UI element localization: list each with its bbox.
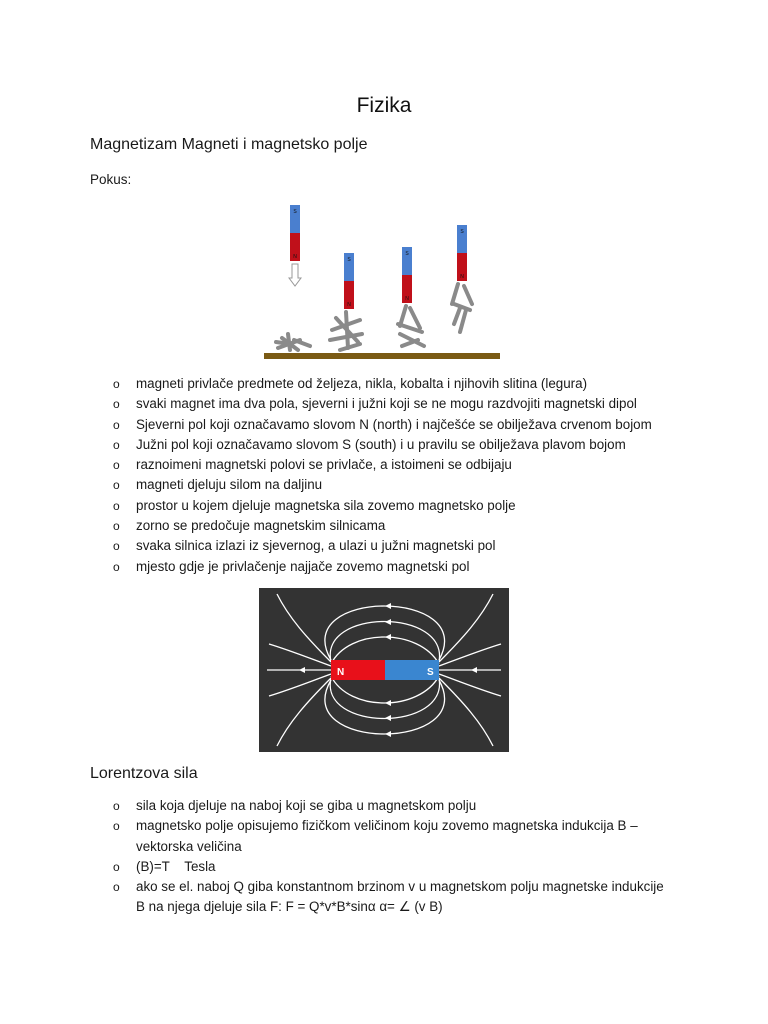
south-pole-label: S [427,667,434,678]
bullet-marker: o [113,377,120,391]
list-item-text: magneti djeluju silom na daljinu [136,477,323,493]
bullet-marker: o [113,819,120,834]
magnet-3 [402,247,412,303]
list-item [0,557,652,577]
list-item-text: Južni pol koji označavamo slovom S (south) i u pravilu se obilježava plavom bojom [136,436,626,452]
filings-pile-2 [330,312,362,350]
list-item-text: Sjeverni pol koji označavamo slovom N (north) i najčešće se obilježava crvenom bojom [136,416,652,432]
list-item-text: prostor u kojem djeluje magnetska sila zovemo magnetsko polje [136,497,516,513]
list-item-text: svaka silnica izlazi iz sjevernog, a ulazi u južni magnetski pol [136,538,496,554]
bullet-marker: o [113,559,120,574]
bullet-marker: o [113,539,120,554]
list-item-text: ako se el. naboj Q giba konstantnom brzinom v u magnetskom polju magnetske indukcije B na njega djeluje sila F: F = Q*v*B*sinα α= ∠ (v B) [136,879,664,915]
bullet-marker: o [113,519,120,534]
list-item [0,475,652,495]
list-item-text: (B)=T Tesla [136,858,216,874]
bullet-marker: o [113,417,120,432]
list-item [0,415,652,435]
list-item [0,496,652,516]
magnet-4 [457,225,467,281]
magnet-2 [344,253,354,309]
list-item [0,455,652,475]
section-heading-lorentz: Lorentzova sila [90,765,198,782]
list-item-text: magnetsko polje opisujemo fizičkom veličinom koju zovemo magnetska indukcija B – vektorska veličina [136,818,638,854]
list-item [0,435,652,455]
magnet-4-s-label: S [460,229,464,235]
magnet-3-n-label: N [405,296,409,302]
bullet-marker: o [113,799,120,813]
section-heading-magnetizam: Magnetizam Magneti i magnetsko polje [90,136,368,153]
magnet-2-s-label: S [347,257,351,263]
down-arrow-icon [289,264,301,286]
list-item-text: raznoimeni magnetski polovi se privlače, a istoimeni se odbijaju [136,457,512,473]
list-item-text: zorno se predočuje magnetskim silnicama [136,518,386,534]
magnetic-field-lines-figure [259,588,509,752]
filings-pile-4 [452,284,472,332]
magnet-1-s-label: S [293,209,297,215]
list-item-text: sila koja djeluje na naboj koji se giba u magnetskom polju [136,798,477,813]
list-item [0,394,652,414]
list-item-text: svaki magnet ima dva pola, sjeverni i južni koji se ne mogu razdvojiti magnetski dipol [136,396,637,412]
list-item [0,796,666,816]
magnetism-bullet-list [0,374,652,577]
list-item-text: magneti privlače predmete od željeza, nikla, kobalta i njihovih slitina (legura) [136,376,588,391]
list-item [0,816,666,857]
list-item [0,516,652,536]
bullet-marker: o [113,880,120,895]
north-pole-label: N [337,667,345,678]
bullet-marker: o [113,458,120,473]
list-item [0,374,652,394]
pokus-label: Pokus: [90,172,132,187]
magnet-4-n-label: N [460,274,464,280]
bullet-marker: o [113,498,120,513]
magnets-filings-figure [260,200,505,365]
magnet-1 [290,205,300,261]
filings-pile-3 [398,306,424,346]
magnet-2-n-label: N [347,302,351,308]
ground-bar [264,353,500,359]
bullet-marker: o [113,437,120,452]
filings-pile-1 [276,334,310,350]
page-title: Fizika [356,94,412,117]
list-item [0,857,666,877]
lorentz-bullet-list [0,796,666,918]
bullet-marker: o [113,859,120,874]
magnet-3-s-label: S [405,251,409,257]
list-item [0,877,664,918]
bullet-marker: o [113,397,120,412]
bullet-marker: o [113,478,120,493]
magnet-1-n-label: N [293,254,297,260]
list-item-text: mjesto gdje je privlačenje najjače zovemo magnetski pol [136,558,470,574]
list-item [0,536,652,556]
